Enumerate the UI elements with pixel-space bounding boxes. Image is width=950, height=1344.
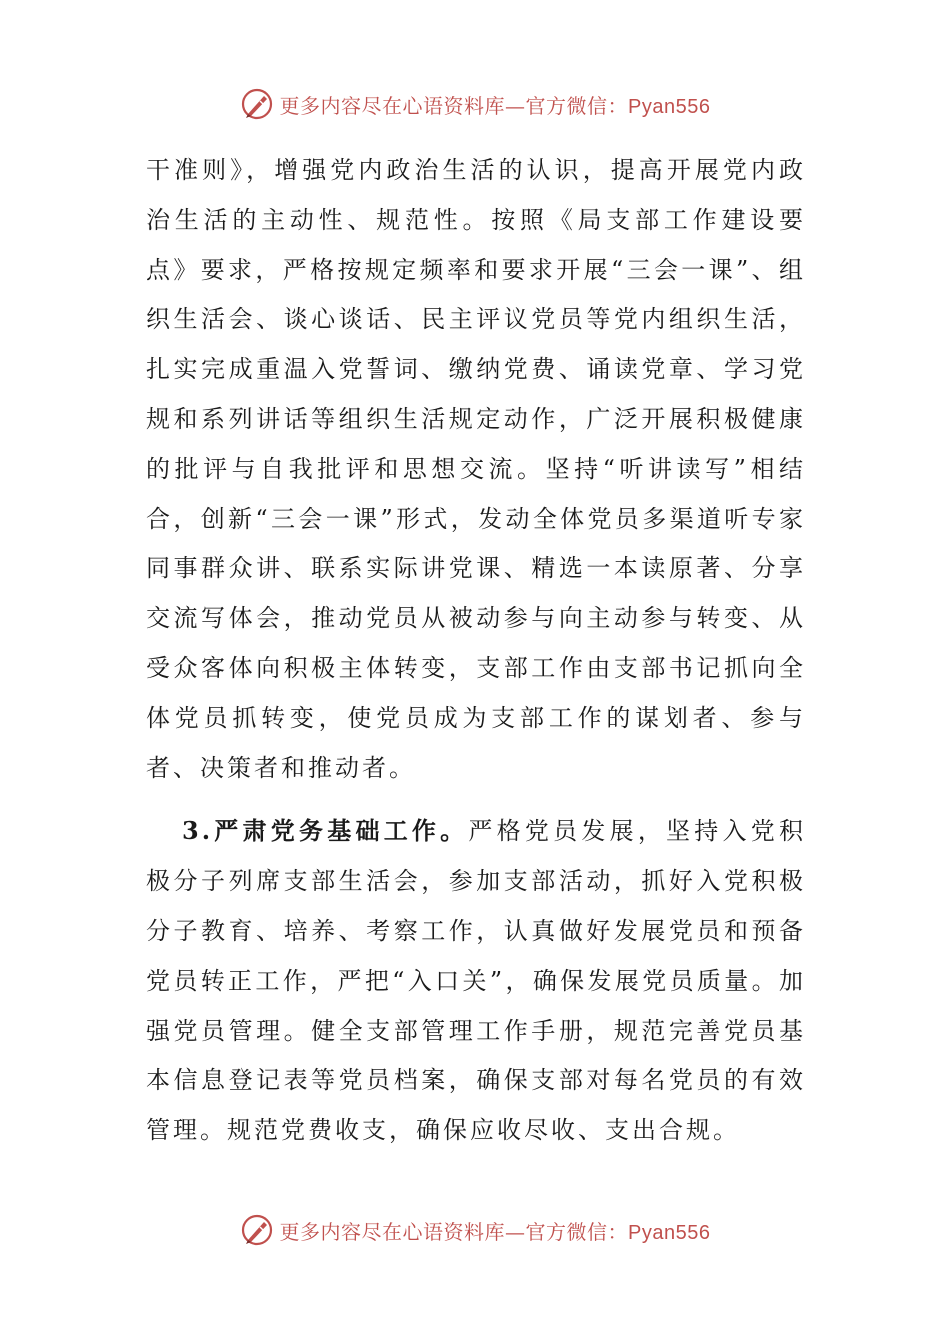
header-banner-label: 更多内容尽在心语资料库—官方微信： xyxy=(279,93,629,118)
footer-wechat-handle: Pyan556 xyxy=(628,1221,711,1244)
body-paragraph-1: 干准则》，增强党内政治生活的认识，提高开展党内政治生活的主动性、规范性。按照《局支部工作建设要点》要求，严格按规定频率和要求开展“三会一课”、组织生活会、谈心谈话、民主评议党员等党内组织生活，扎实完成重温入党誓词、缴纳党费、诵读党章、学习党规和系列讲话等组织生活规定动作，广泛开展积极健康的批评与自我批评和思想交流。坚持“听讲读写”相结合，创新“三会一课”形式，发动全体党员多渠道听专家同事群众讲、联系实际讲党课、精选一本读原著、分享交流写体会，推动党员从被动参与向主动参与转变、从受众客体向积极主体转变，支部工作由支部书记抓向全体党员抓转变，使党员成为支部工作的谋划者、参与者、决策者和推动者。 xyxy=(146,156,806,782)
pen-logo-icon xyxy=(240,87,274,121)
footer-banner-label: 更多内容尽在心语资料库—官方微信： xyxy=(279,1219,629,1244)
pen-logo-icon xyxy=(240,1213,274,1247)
body-paragraph-2 xyxy=(146,806,806,1156)
footer-banner-text xyxy=(280,1216,711,1245)
page-footer-banner xyxy=(0,1210,950,1250)
page-header-banner xyxy=(0,84,950,124)
header-banner-text xyxy=(280,90,711,119)
header-wechat-handle: Pyan556 xyxy=(628,95,711,118)
section-heading: 3.严肃党务基础工作。 xyxy=(182,816,469,846)
document-body xyxy=(146,146,806,1156)
section-text: 严格党员发展，坚持入党积极分子列席支部生活会，参加支部活动，抓好入党积极分子教育、培养、考察工作，认真做好发展党员和预备党员转正工作，严把“入口关”，确保发展党员质量。加强党员管理。健全支部管理工作手册，规范完善党员基本信息登记表等党员档案，确保支部对每名党员的有效管理。规范党费收支，确保应收尽收、支出合规。 xyxy=(146,817,806,1145)
